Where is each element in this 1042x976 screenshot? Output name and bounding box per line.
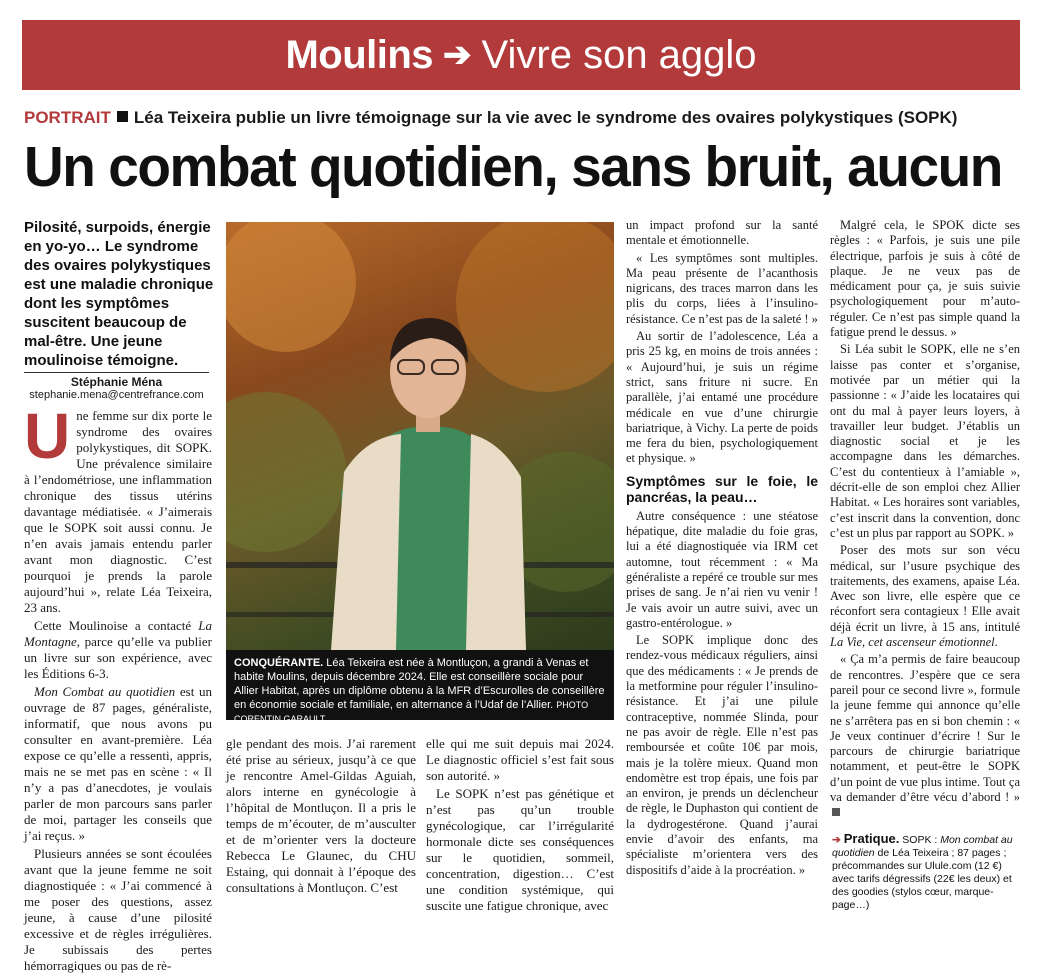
col1-p1: ne femme sur dix porte le syndrome des ovaires polykystiques, dit SOPK. Une prévalence similaire à l’endométriose, une inflammation chronique des tissus utérins davantage médiatisée. « J’aimerais que le SOPK soit aussi connu. Je n’en avais jamais entendu parler avant mon diagnostic. C’est pourquoi je prends la parole aujourd’hui », relate Léa Teixeira, 23 ans. [24,408,212,615]
col1-p3b: est un ouvrage de 87 pages, généraliste, informatif, que nous avons pu consulter en avant-première. Léa expose ce qu’elle a ressenti, appris, mais ne se met pas en scène : « Il n’y a pas d’anecdotes, je voulais parler de mon parcours sans parler de moi, partager les conseils que j’ai reçus. » [24,684,212,843]
col3-p2: Le SOPK n’est pas génétique et n’est pas qu’un trouble gynécologique, car l’irrégularité hormonale dicte ses conséquences sur le quotidien, sommeil, concentration, digestion… C’est une condition systémique, qui suscite une fatigue chronique, avec [426,786,614,913]
banner-city: Moulins [285,32,434,77]
kicker [24,108,1020,128]
col5-p4: « Ça m’a permis de faire beaucoup de rencontres. J’espère que ce sera pareil pour ce second livre », formule la jeune femme qui annonce qu’elle ne s’arrêtera pas en si bon chemin : « Je veux continuer d’écrire ! Sur le parcours de chirurgie bariatrique notamment, et peut-être le SOPK d’un point de vue plus intime. Tout ça va demander d’être vécu d’abord ! » [830,652,1020,804]
author-email: stephanie.mena@centrefrance.com [29,389,204,401]
col4-p4: Autre conséquence : une stéatose hépatique, dite maladie du foie gras, lui a été diagnostiquée via IRM cet automne, tout récemment : « Ma généraliste a repéré ce trouble sur mes prises de sang. Je n’ai rien vu venir ! Je vais avoir un autre suivi, avec un gastro-entérologue. » [626,508,818,630]
col1-p2a: Cette Moulinoise a contacté [34,618,199,633]
author-block [24,376,209,402]
end-square-icon [832,808,840,816]
author-name: Stéphanie Ména [70,375,163,389]
col4-p5: Le SOPK implique donc des rendez-vous médicaux réguliers, ainsi que des médicaments : « Je prends de la metformine pour réguler l’insulino-résistance. Et j’ai une pilule contraceptive, nommée Slinda, pour ne pas avoir de règle. Elle n’est pas remboursée et coûte 10€ par mois, mais je la tolère mieux. Quand mon endomètre est trop épais, une fois par an environ, je prends un déclencheur de règle, le Duphaston qui contient de la dydrogestérone. Quand j’aurai envie d’avoir des enfants, ma spécialiste m’orientera vers des dispositifs d’aide à la procréation. » [626,633,818,877]
banner-section: Vivre son agglo [481,32,757,77]
kicker-label: PORTRAIT [24,108,111,127]
col1-p4: Plusieurs années se sont écoulées avant que la jeune femme ne soit diagnostiquée : « J’ai commencé à me poser des questions, assez jeune, à cause d’une pilosité excessive et de règles irrégulières. Je subissais des pertes hémorragiques ou pas de rè- [24,846,212,973]
col5-p3-italic: La Vie, cet ascenseur émotionnel [830,635,995,650]
col5-p3b: . [994,635,998,650]
col4-p2: « Les symptômes sont multiples. Ma peau présente de l’acanthosis nigricans, des traces marron dans les plis du corps, liées à l’insulino-résistance. Ce n’est pas de la saleté ! » [626,250,818,326]
col3-p1: elle qui me suit depuis mai 2024. Le diagnostic officiel s’est fait sous son autorité. » [426,736,614,783]
headline: Un combat quotidien, sans bruit, aucun [24,135,1002,199]
col1-p2b: , parce qu’elle va publier un livre sur son expérience, avec les Éditions 6-3. [24,634,212,681]
practical-title: Mon combat au quotidien [832,834,1013,859]
portrait-photo [226,222,614,650]
author-divider [24,372,209,373]
col4-p1: un impact profond sur la santé mentale et émotionnelle. [626,218,818,248]
practical-info [832,832,1020,912]
col2-text: gle pendant des mois. J’ai rarement été prise au sérieux, jusqu’à ce que je rencontre Amel-Gildas Aguiah, alors interne en gynécologie à l’hôpital de Montluçon. Il a pris le temps de m’écouter, de m’ausculter et de m’orienter vers la docteure Rebecca Le Glaunec, du CHU Estaing, qui donnait à l’époque des consultations à Montluçon. C’est [226,736,416,895]
article-column-1 [24,400,212,976]
practical-a: SOPK : [899,834,941,846]
practical-b: de Léa Teixeira ; 87 pages ; précommandes sur Ulule.com (12 €) avec tarifs dégressifs (22€ les deux) et des goodies (stylos cœur, marque-page…) [832,847,1012,911]
article-column-3 [426,736,614,916]
portrait-illustration [226,222,614,650]
caption-lead: CONQUÉRANTE. [234,657,324,669]
drop-cap: U [24,400,71,472]
col1-p2-italic: La Montagne [24,618,212,649]
col5-p3a: Poser des mots sur son vécu médical, sur l’usure psychique des traitements, des examens, apaise Léa. Avec son livre, elle espère que ce réconfort sera contagieux ! Elle avait déjà écrit un livre, à 15 ans, intitulé [830,543,1020,634]
caption-text: Léa Teixeira est née à Montluçon, a grandi à Venas et habite Moulins, depuis décembre 2024. Elle est conseillère sociale pour Allier Habitat, après un diplôme obtenu à la MFR d’Escurolles de conseillère en économie sociale et familiale, en alternance à l’Udaf de l’Allier. [234,657,605,711]
article-column-2 [226,736,416,898]
article-column-5 [830,218,1020,823]
photo-credit: PHOTO CORENTIN GARAULT [234,700,589,724]
arrow-right-icon: ➔ [443,36,472,74]
photo-caption [226,650,614,724]
col5-p2: Si Léa subit le SOPK, elle ne s’en laisse pas conter et s’organise, motivée par un métier qui la passionne : « J’aide les locataires qui ont du mal à payer leurs loyers, à travailler leur budget. J’établis un diagnostic social et je les accompagne dans les démarches. C’est du contentieux à l’amiable », décrit-elle de son emploi chez Allier Habitat. « Les horaires sont variables, c’est inscrit dans la convention, donc c’est un plus par rapport au SOPK. » [830,342,1020,540]
square-bullet-icon [117,111,128,122]
col1-p3-italic: Mon Combat au quotidien [34,684,176,699]
article-column-4 [626,218,818,880]
section-banner [22,20,1020,90]
practical-label: Pratique. [843,831,900,846]
arrow-right-icon: ➔ [832,834,841,846]
standfirst: Pilosité, surpoids, énergie en yo-yo… Le syndrome des ovaires polykystiques est une maladie chronique dont les symptômes suscitent beaucoup de mal-être. Une jeune moulinoise témoigne. [24,219,214,369]
kicker-text: Léa Teixeira publie un livre témoignage sur la vie avec le syndrome des ovaires polykystiques (SOPK) [133,108,958,127]
col4-p3: Au sortir de l’adolescence, Léa a pris 25 kg, en moins de trois années : « Aujourd’hui, je suis un régime strict, sans friture ni sucre. En parallèle, j’ai entamé une procédure médicale en vue d’une chirurgie bariatrique, à Vichy. La perte de poids me fera du bien, psychologiquement et physique. » [626,329,818,466]
subheading: Symptômes sur le foie, le pancréas, la peau… [626,472,818,505]
col5-p1: Malgré cela, le SPOK dicte ses règles : « Parfois, je suis une pile électrique, parfois je suis à côté de plaque. Je ne veux pas de médicament pour ça, je suis suivie psychologiquement pour m’auto-réguler. Ce n’est pas simple quand la fatigue prend le dessus. » [830,218,1020,340]
